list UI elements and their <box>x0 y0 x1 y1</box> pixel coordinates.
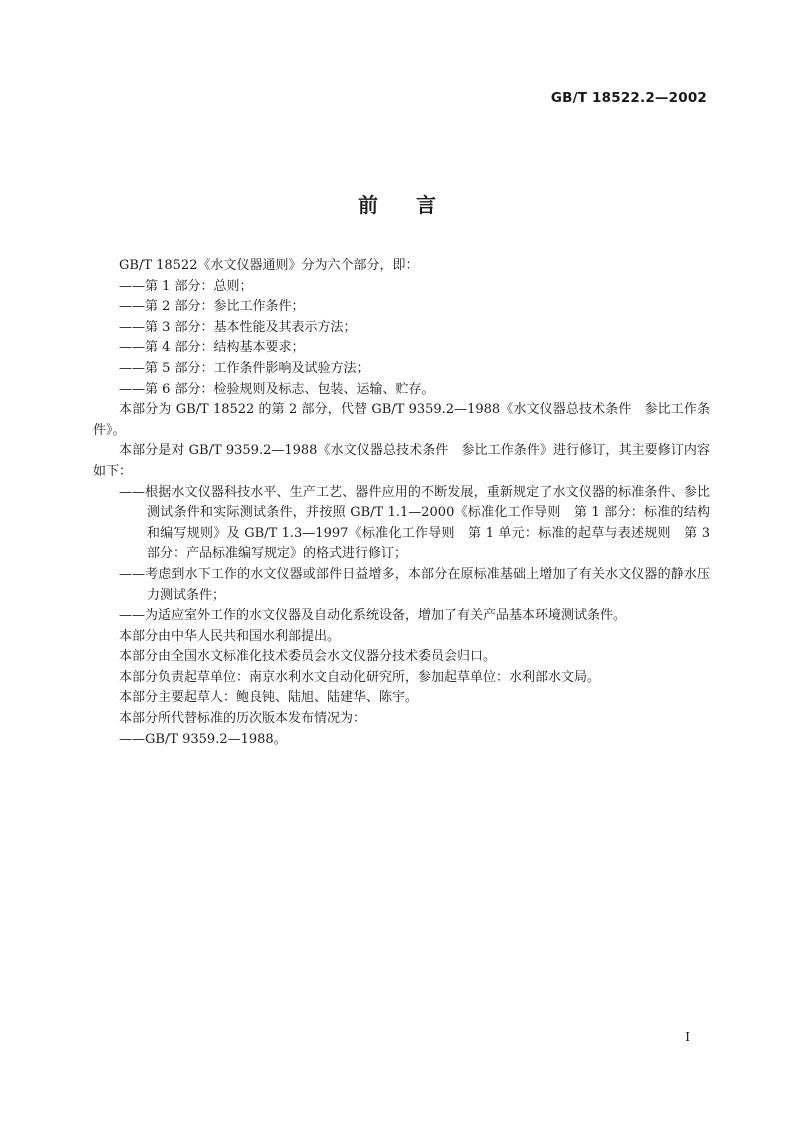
list-item-revision-1: ——根据水文仪器科技水平、生产工艺、器件应用的不断发展，重新规定了水文仪器的标准条件、参比测试条件和实际测试条件，并按照 GB/T 1.1—2000《标准化工作导则 第 1 部分：标准的结构和编写规则》及 GB/T 1.3—1997《标准化工作导则 第 1 单元：标准的起草与表述规则 第 3 部分：产品标准编写规定》的格式进行修订； <box>119 484 710 562</box>
paragraph-intro: GB/T 18522《水文仪器通则》分为六个部分，即： <box>119 258 419 273</box>
list-item-part-3: ——第 3 部分：基本性能及其表示方法； <box>119 319 357 335</box>
paragraph-drafters: 本部分主要起草人：鲍良钝、陆旭、陆建华、陈宇。 <box>119 690 419 706</box>
list-item-part-5: ——第 5 部分：工作条件影响及试验方法； <box>119 360 370 376</box>
document-body <box>93 256 710 750</box>
paragraph-revision: 本部分是对 GB/T 9359.2—1988《水文仪器总技术条件 参比工作条件》进行修订，其主要修订内容如下： <box>93 443 710 479</box>
list-item-part-6: ——第 6 部分：检验规则及标志、包装、运输、贮存。 <box>119 381 435 397</box>
paragraph-previous-editions: 本部分所代替标准的历次版本发布情况为： <box>119 711 367 727</box>
list-item-part-4: ——第 4 部分：结构基本要求； <box>119 340 305 356</box>
page-number: I <box>685 1030 690 1044</box>
standard-number: GB/T 18522.2—2002 <box>550 90 707 106</box>
paragraph-replaces: 本部分为 GB/T 18522 的第 2 部分，代替 GB/T 9359.2—1988《水文仪器总技术条件 参比工作条件》。 <box>93 402 710 438</box>
page-title: 前言 <box>358 193 474 217</box>
paragraph-centralized-by: 本部分由全国水文标准化技术委员会水文仪器分技术委员会归口。 <box>119 649 497 665</box>
list-item-previous-edition: ——GB/T 9359.2—1988。 <box>119 731 287 747</box>
list-item-part-2: ——第 2 部分：参比工作条件； <box>119 299 305 315</box>
list-item-revision-2: ——考虑到水下工作的水文仪器或部件日益增多，本部分在原标准基础上增加了有关水文仪器的静水压力测试条件； <box>119 566 710 603</box>
paragraph-drafting-units: 本部分负责起草单位：南京水利水文自动化研究所，参加起草单位：水利部水文局。 <box>119 669 601 685</box>
paragraph-proposed-by: 本部分由中华人民共和国水利部提出。 <box>119 628 341 644</box>
list-item-part-1: ——第 1 部分：总则； <box>119 278 253 294</box>
list-item-revision-3: ——为适应室外工作的水文仪器及自动化系统设备，增加了有关产品基本环境测试条件。 <box>119 608 627 624</box>
